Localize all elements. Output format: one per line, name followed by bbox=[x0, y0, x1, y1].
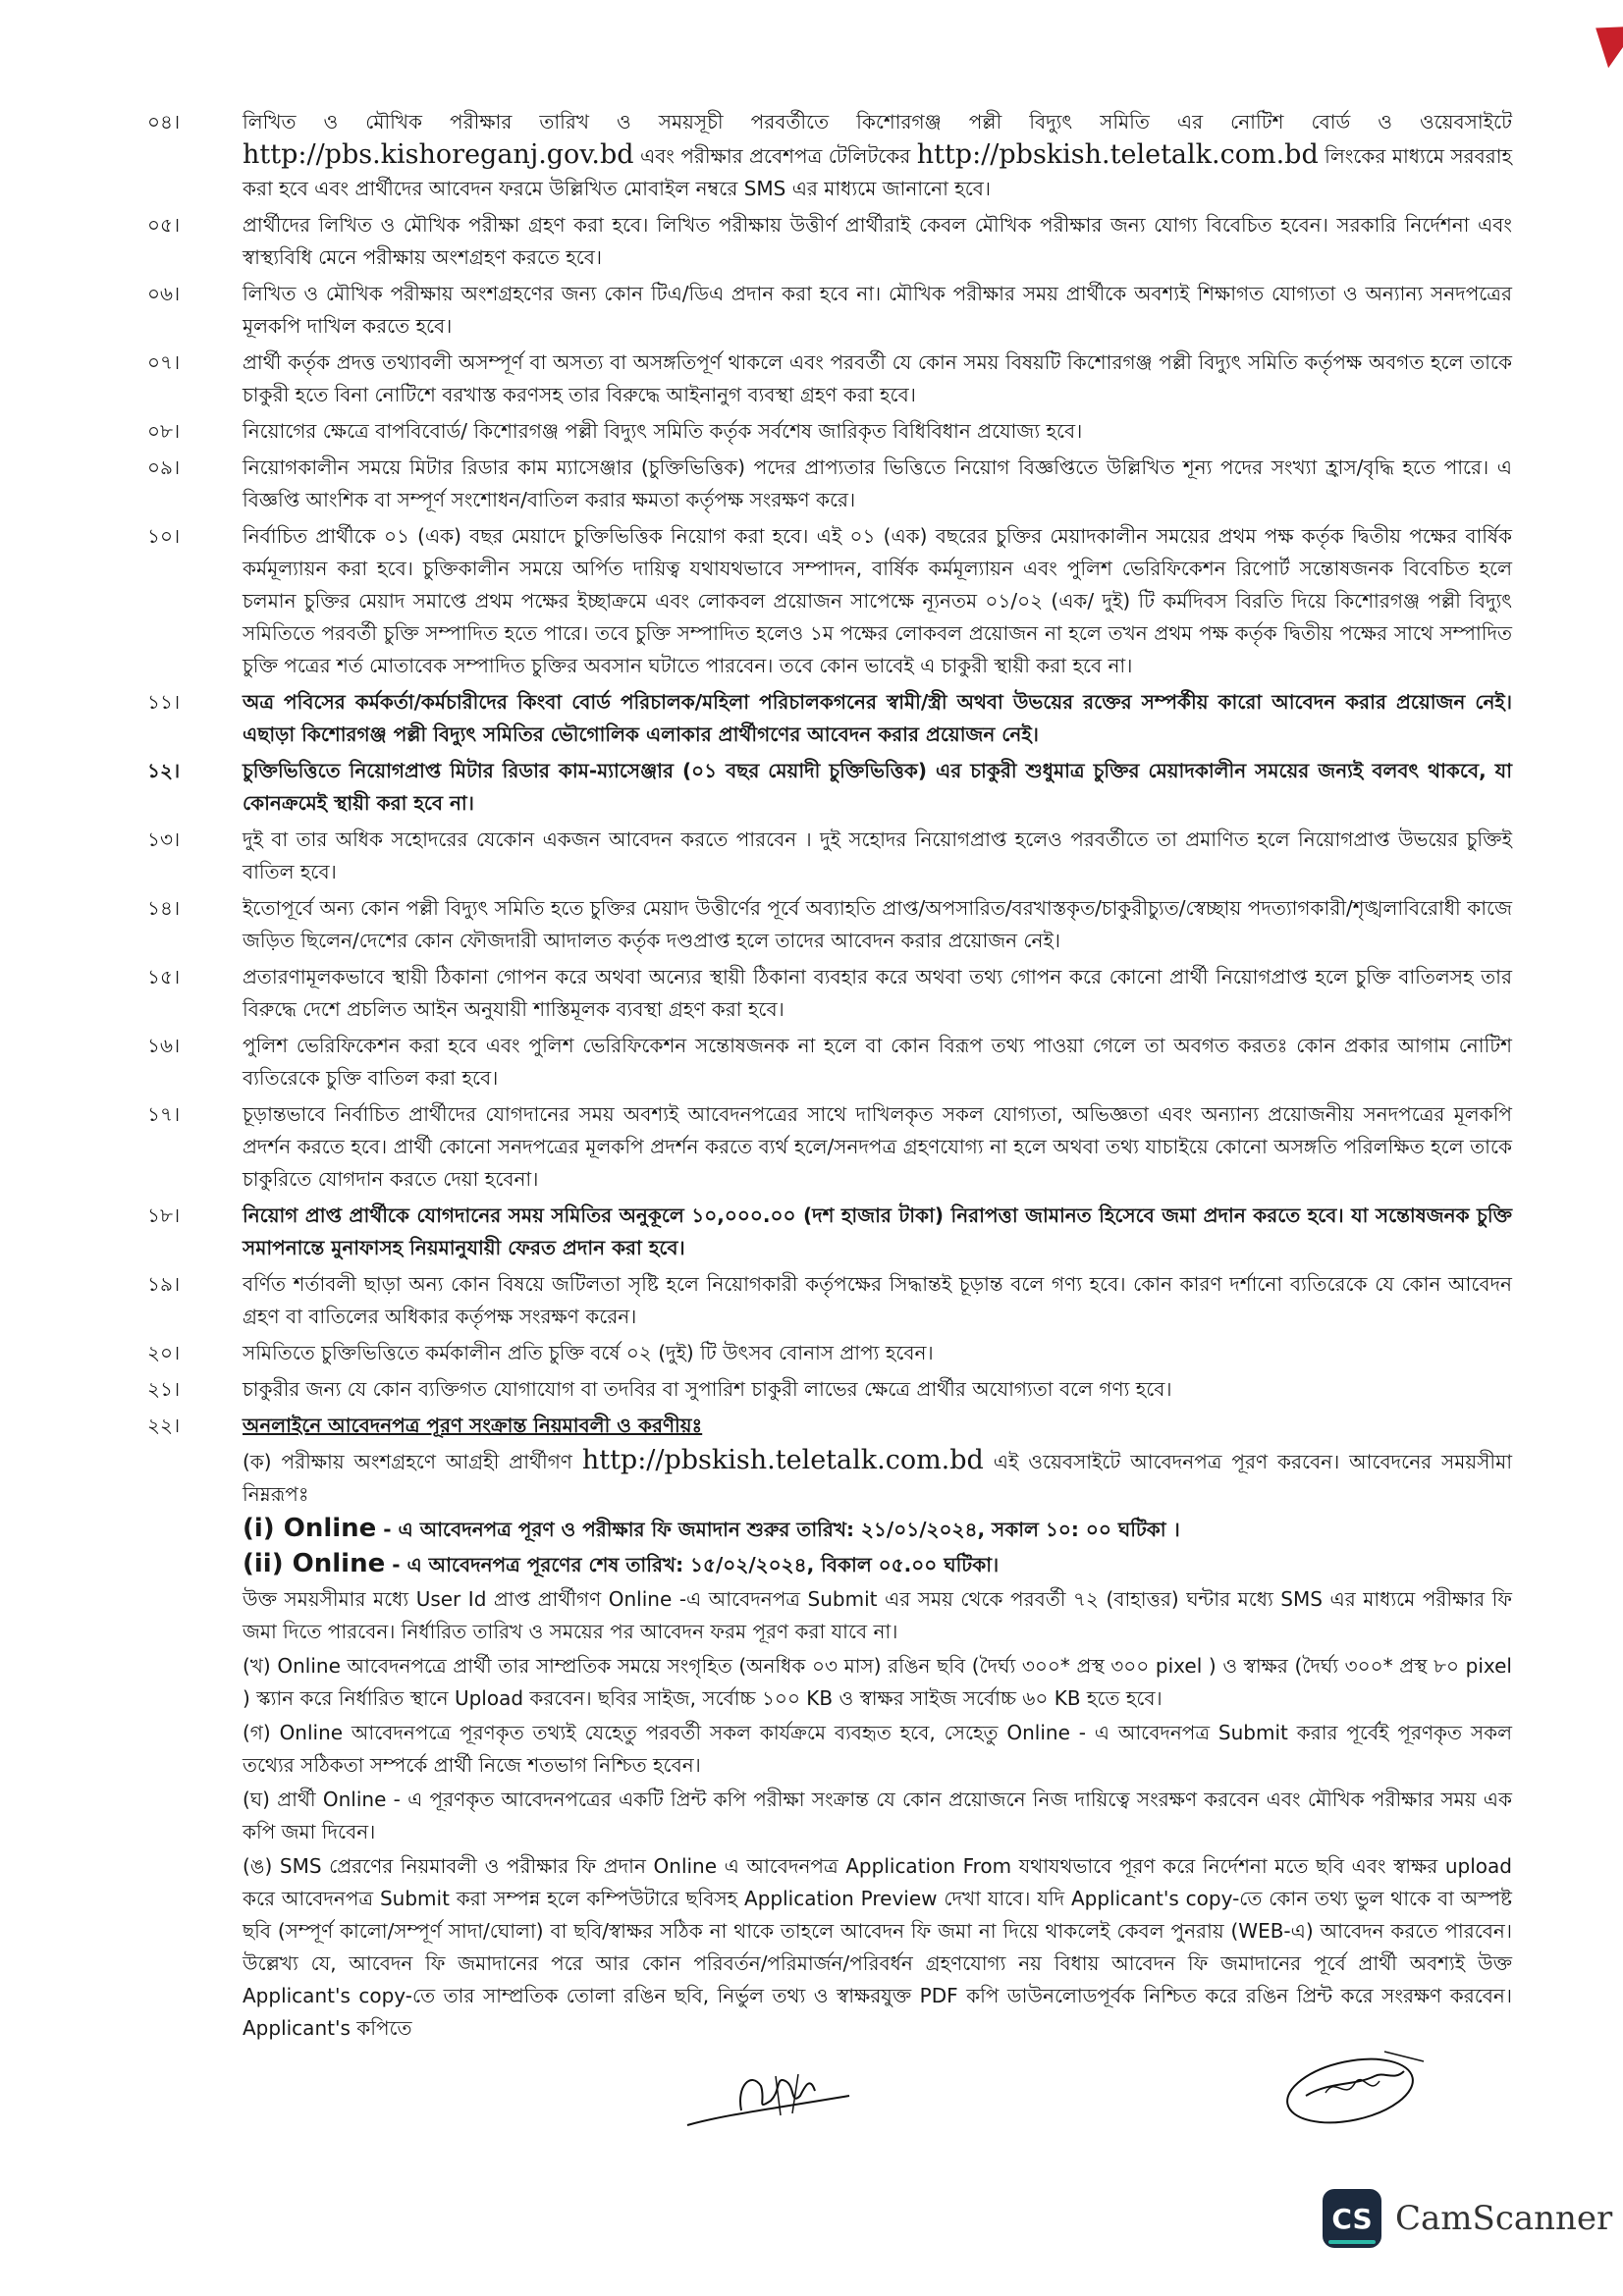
clause-text: প্রতারণামূলকভাবে স্থায়ী ঠিকানা গোপন করে অথবা অন্যের স্থায়ী ঠিকানা ব্যবহার করে অথবা তথ্য গোপন করে কোনো প্রার্থী নিয়োগপ্রাপ্ত হলে চুক্তি বাতিলসহ তার বিরুদ্ধে দেশে প্রচলিত আইন অনুযায়ী শাস্তিমূলক ব্যবস্থা গ্রহণ করা হবে। bbox=[243, 965, 1512, 1021]
clause-19 bbox=[147, 1268, 1512, 1333]
clause-number: ০৫। bbox=[147, 213, 181, 237]
clause-number: ০৪। bbox=[147, 110, 181, 133]
clause-number: ১৬। bbox=[147, 1034, 181, 1057]
clause-05 bbox=[147, 209, 1512, 274]
clause-number: ১৭। bbox=[147, 1102, 181, 1126]
clause-text: সমিতিতে চুক্তিভিত্তিতে কর্মকালীন প্রতি চুক্তি বর্ষে ০২ (দুই) টি উৎসব বোনাস প্রাপ্য হবেন। bbox=[243, 1341, 934, 1364]
clause-10 bbox=[147, 520, 1512, 682]
clause-number: ১৩। bbox=[147, 828, 181, 851]
clause-20 bbox=[147, 1337, 1512, 1369]
clause-22-body bbox=[243, 1410, 1512, 2047]
clause-text: চুক্তিভিত্তিতে নিয়োগপ্রাপ্ত মিটার রিডার কাম-ম্যাসেঞ্জার (০১ বছর মেয়াদী চুক্তিভিত্তিক) এর চাকুরী শুধুমাত্র চুক্তির মেয়াদকালীন সময়ের জন্যই বলবৎ থাকবে, যা কোনক্রমেই স্থায়ী করা হবে না। bbox=[243, 759, 1512, 815]
clause-14 bbox=[147, 892, 1512, 957]
clause-number: ০৯। bbox=[147, 455, 181, 479]
clause-text: পুলিশ ভেরিফিকেশন করা হবে এবং পুলিশ ভেরিফিকেশন সন্তোষজনক না হলে বা কোন বিরূপ তথ্য পাওয়া গেলে তা অবগত করতঃ কোন প্রকার আগাম নোটিশ ব্যতিরেকে চুক্তি বাতিল করা হবে। bbox=[243, 1034, 1512, 1090]
clause-text: নিয়োগকালীন সময়ে মিটার রিডার কাম ম্যাসেঞ্জার (চুক্তিভিত্তিক) পদের প্রাপ্যতার ভিত্তিতে নিয়োগ বিজ্ঞপ্তিতে উল্লিখিত শূন্য পদের সংখ্যা হ্রাস/বৃদ্ধি হতে পারে। এ বিজ্ঞপ্তি আংশিক বা সম্পূর্ণ সংশোধন/বাতিল করার ক্ষমতা কর্তৃপক্ষ সংরক্ষণ করে। bbox=[243, 455, 1512, 511]
clause-16 bbox=[147, 1030, 1512, 1095]
clause-number: ১১। bbox=[147, 690, 181, 714]
clause-06 bbox=[147, 278, 1512, 343]
clause-22 bbox=[147, 1410, 1512, 2047]
clause-number: ০৭। bbox=[147, 350, 181, 374]
clause-text: দুই বা তার অধিক সহোদরের যেকোন একজন আবেদন করতে পারবেন । দুই সহোদর নিয়োগপ্রাপ্ত হলেও পরবর্তীতে তা প্রমাণিত হলে নিয়োগপ্রাপ্ত উভয়ের চুক্তিই বাতিল হবে। bbox=[243, 828, 1512, 883]
clause-text: বর্ণিত শর্তাবলী ছাড়া অন্য কোন বিষয়ে জটিলতা সৃষ্টি হলে নিয়োগকারী কর্তৃপক্ষের সিদ্ধান্তই চূড়ান্ত বলে গণ্য হবে। কোন কারণ দর্শানো ব্যতিরেকে যে কোন আবেদন গ্রহণ বা বাতিলের অধিকার কর্তৃপক্ষ সংরক্ষণ করেন। bbox=[243, 1272, 1512, 1328]
clause-text: চাকুরীর জন্য যে কোন ব্যক্তিগত যোগাযোগ বা তদবির বা সুপারিশ চাকুরী লাভের ক্ষেত্রে প্রার্থীর অযোগ্যতা বলে গণ্য হবে। bbox=[243, 1377, 1172, 1401]
clause-number: ১৪। bbox=[147, 896, 181, 920]
clause-07 bbox=[147, 347, 1512, 411]
clause-text: নির্বাচিত প্রার্থীকে ০১ (এক) বছর মেয়াদে চুক্তিভিত্তিক নিয়োগ করা হবে। এই ০১ (এক) বছরের চুক্তির মেয়াদকালীন সময়ের প্রথম পক্ষ কর্তৃক দ্বিতীয় পক্ষের বার্ষিক কর্মমূল্যায়ন করা হবে। চুক্তিকালীন সময়ে অর্পিত দায়িত্ব যথাযথভাবে সম্পাদন, বার্ষিক কর্মমূল্যায়ন এবং পুলিশ ভেরিফিকেশন রিপোর্ট সন্তোষজনক বিবেচিত হলে চলমান চুক্তির মেয়াদ সমাপ্তে প্রথম পক্ষের ইচ্ছাক্রমে এবং লোকবল প্রয়োজন সাপেক্ষে ন্যূনতম ০১/০২ (এক/ দুই) টি কর্মদিবস বিরতি দিয়ে কিশোরগঞ্জ পল্লী বিদ্যুৎ সমিতিতে পরবর্তী চুক্তি সম্পাদিত হতে পারে। তবে চুক্তি সম্পাদিত হলেও ১ম পক্ষের লোকবল প্রয়োজন না হলে তখন প্রথম পক্ষ কর্তৃক দ্বিতীয় পক্ষের সাথে সম্পাদিত চুক্তি পত্রের শর্ত মোতাবেক সম্পাদিত চুক্তির অবসান ঘটাতে পারবেন। তবে কোন ভাবেই এ চাকুরী স্থায়ী করা হবে না। bbox=[243, 524, 1512, 677]
clause-number: ২০। bbox=[147, 1341, 181, 1364]
clause-04 bbox=[147, 106, 1512, 205]
clause-text: ইতোপূর্বে অন্য কোন পল্লী বিদ্যুৎ সমিতি হতে চুক্তির মেয়াদ উত্তীর্ণের পূর্বে অব্যাহতি প্রাপ্ত/অপসারিত/বরখাস্তকৃত/চাকুরীচ্যুত/স্বেচ্ছায় পদত্যাগকারী/শৃঙ্খলাবিরোধী কাজে জড়িত ছিলেন/দেশের কোন ফৌজদারী আদালত কর্তৃক দণ্ডপ্রাপ্ত হলে তাদের আবেদন করার প্রয়োজন নেই। bbox=[243, 896, 1512, 952]
clause-18 bbox=[147, 1200, 1512, 1264]
application-link[interactable]: http://pbskish.teletalk.com.bd bbox=[581, 1445, 984, 1475]
sms-fee-note: উক্ত সময়সীমার মধ্যে User Id প্রাপ্ত প্রার্থীগণ Online -এ আবেদনপত্র Submit এর সময় থেকে পরবর্তী ৭২ (বাহাত্তর) ঘন্টার মধ্যে SMS এর মাধ্যমে পরীক্ষার ফি জমা দিতে পারবেন। নির্ধারিত তারিখ ও সময়ের পর আবেদন ফরম পূরণ করা যাবে না। bbox=[243, 1587, 1512, 1643]
clause-08 bbox=[147, 415, 1512, 448]
signature-right bbox=[1276, 2042, 1443, 2130]
website-link[interactable]: http://pbs.kishoreganj.gov.bd bbox=[243, 139, 634, 170]
clause-text: নিয়োগের ক্ষেত্রে বাপবিবোর্ড/ কিশোরগঞ্জ পল্লী বিদ্যুৎ সমিতি কর্তৃক সর্বশেষ জারিকৃত বিধিবিধান প্রযোজ্য হবে। bbox=[243, 419, 1083, 443]
clause-number: ১২। bbox=[147, 759, 181, 782]
clause-number: ২১। bbox=[147, 1377, 181, 1401]
clause-17 bbox=[147, 1098, 1512, 1196]
subclause-ga: (গ) Online আবেদনপত্রে পূরণকৃত তথ্যই যেহেতু পরবর্তী সকল কার্যক্রমে ব্যবহৃত হবে, সেহেতু Online - এ আবেদনপত্র Submit করার পূর্বেই পূরণকৃত সকল তথ্যের সঠিকতা সম্পর্কে প্রার্থী নিজে শতভাগ নিশ্চিত হবেন। bbox=[243, 1721, 1512, 1777]
clause-15 bbox=[147, 961, 1512, 1026]
clause-12 bbox=[147, 755, 1512, 820]
clause-text: প্রার্থীদের লিখিত ও মৌখিক পরীক্ষা গ্রহণ করা হবে। লিখিত পরীক্ষায় উত্তীর্ণ প্রার্থীরাই কেবল মৌখিক পরীক্ষার জন্য যোগ্য বিবেচিত হবেন। সরকারি নির্দেশনা এবং স্বাস্থ্যবিধি মেনে পরীক্ষায় অংশগ্রহণ করতে হবে। bbox=[243, 213, 1512, 269]
start-date-line: (i) Online - এ আবেদনপত্র পূরণ ও পরীক্ষার ফি জমাদান শুরুর তারিখ: ২১/০১/২০২৪, সকাল ১০: ০০ ঘটিকা । bbox=[243, 1514, 1180, 1543]
clause-number: ২২। bbox=[147, 1414, 181, 1437]
clause-text: অত্র পবিসের কর্মকর্তা/কর্মচারীদের কিংবা বোর্ড পরিচালক/মহিলা পরিচালকগনের স্বামী/স্ত্রী অথবা উভয়ের রক্তের সম্পর্কীয় কারো আবেদন করার প্রয়োজন নেই। এছাড়া কিশোরগঞ্জ পল্লী বিদ্যুৎ সমিতির ভৌগোলিক এলাকার প্রার্থীগণের আবেদন করার প্রয়োজন নেই। bbox=[243, 690, 1512, 746]
clause-number: ১৫। bbox=[147, 965, 181, 988]
clause-09 bbox=[147, 452, 1512, 516]
end-date-line: (ii) Online - এ আবেদনপত্র পূরণের শেষ তারিখ: ১৫/০২/২০২৪, বিকাল ০৫.০০ ঘটিকা। bbox=[243, 1549, 1000, 1578]
clause-11 bbox=[147, 686, 1512, 751]
subclause-ka: (ক) পরীক্ষায় অংশগ্রহণে আগ্রহী প্রার্থীগণ http://pbskish.teletalk.com.bd এই ওয়েবসাইটে আবেদনপত্র পূরণ করবেন। আবেদনের সময়সীমা নিম্নরূপঃ bbox=[243, 1445, 1512, 1506]
camscanner-label: CamScanner bbox=[1395, 2199, 1613, 2238]
clause-number: ১৮। bbox=[147, 1203, 181, 1227]
clause-text: লিখিত ও মৌখিক পরীক্ষার তারিখ ও সময়সূচী পরবর্তীতে কিশোরগঞ্জ পল্লী বিদ্যুৎ সমিতি এর নোটিশ বোর্ড ও ওয়েবসাইটে http://pbs.kishoreganj.gov.bd এবং পরীক্ষার প্রবেশপত্র টেলিটকের http://pbskish.teletalk.com.bd লিংকের মাধ্যমে সরবরাহ করা হবে এবং প্রার্থীদের আবেদন ফরমে উল্লিখিত মোবাইল নম্বরে SMS এর মাধ্যমে জানানো হবে। bbox=[243, 110, 1513, 200]
subclause-kha: (খ) Online আবেদনপত্রে প্রার্থী তার সাম্প্রতিক সময়ে সংগৃহিত (অনধিক ০৩ মাস) রঙিন ছবি (দৈর্ঘ্য ৩০০* প্রস্থ ৩০০ pixel ) ও স্বাক্ষর (দৈর্ঘ্য ৩০০* প্রস্থ ৮০ pixel ) স্ক্যান করে নির্ধারিত স্থানে Upload করবেন। ছবির সাইজ, সর্বোচ্চ ১০০ KB ও স্বাক্ষর সাইজ সর্বোচ্চ ৬০ KB হতে হবে। bbox=[243, 1654, 1512, 1710]
teletalk-link[interactable]: http://pbskish.teletalk.com.bd bbox=[916, 139, 1319, 170]
clause-text: চূড়ান্তভাবে নির্বাচিত প্রার্থীদের যোগদানের সময় অবশ্যই আবেদনপত্রের সাথে দাখিলকৃত সকল যোগ্যতা, অভিজ্ঞতা এবং অন্যান্য প্রয়োজনীয় সনদপত্রের মূলকপি প্রদর্শন করতে হবে। প্রার্থী কোনো সনদপত্রের মূলকপি প্রদর্শন করতে ব্যর্থ হলে/সনদপত্র গ্রহণযোগ্য না হলে অথবা তথ্য যাচাইয়ে কোনো অসঙ্গতি পরিলক্ষিত হলে তাকে চাকুরিতে যোগদান করতে দেয়া হবেনা। bbox=[243, 1102, 1512, 1191]
clause-number: ০৮। bbox=[147, 419, 181, 443]
clause-number: ১৯। bbox=[147, 1272, 181, 1296]
subclause-gha: (ঘ) প্রার্থী Online - এ পূরণকৃত আবেদনপত্রের একটি প্রিন্ট কপি পরীক্ষা সংক্রান্ত যে কোন প্রয়োজনে নিজ দায়িত্বে সংরক্ষণ করবেন এবং মৌখিক পরীক্ষার সময় এক কপি জমা দিবেন। bbox=[243, 1788, 1512, 1843]
subclause-umo: (ঙ) SMS প্রেরণের নিয়মাবলী ও পরীক্ষার ফি প্রদান Online এ আবেদনপত্র Application From যথাযথভাবে পূরণ করে নির্দেশনা মতে ছবি এবং স্বাক্ষর upload করে আবেদনপত্র Submit করা সম্পন্ন হলে কম্পিউটারে ছবিসহ Application Preview দেখা যাবে। যদি Applicant's copy-তে কোন তথ্য ভুল থাকে বা অস্পষ্ট ছবি (সম্পূর্ণ কালো/সম্পূর্ণ সাদা/ঘোলা) বা ছবি/স্বাক্ষর সঠিক না থাকে তাহলে আবেদন ফি জমা না দিয়ে থাকলেই কেবল পুনরায় (WEB-এ) আবেদন করতে পারবেন। উল্লেখ্য যে, আবেদন ফি জমাদানের পরে আর কোন পরিবর্তন/পরিমার্জন/পরিবর্ধন গ্রহণযোগ্য নয় বিধায় আবেদন ফি জমাদানের পূর্বে প্রার্থী অবশ্যই উক্ত Applicant's copy-তে তার সাম্প্রতিক তোলা রঙিন ছবি, নির্ভুল তথ্য ও স্বাক্ষরযুক্ত PDF কপি ডাউনলোডপূর্বক নিশ্চিত করে রঙিন প্রিন্ট করে সংরক্ষণ করবেন। Applicant's কপিতে bbox=[243, 1854, 1512, 2040]
clause-text: প্রার্থী কর্তৃক প্রদত্ত তথ্যাবলী অসম্পূর্ণ বা অসত্য বা অসঙ্গতিপূর্ণ থাকলে এবং পরবর্তী যে কোন সময় বিষয়টি কিশোরগঞ্জ পল্লী বিদ্যুৎ সমিতি কর্তৃপক্ষ অবগত হলে তাকে চাকুরী হতে বিনা নোটিশে বরখাস্ত করণসহ তার বিরুদ্ধে আইনানুগ ব্যবস্থা গ্রহণ করা হবে। bbox=[243, 350, 1512, 406]
camscanner-watermark bbox=[1323, 2189, 1612, 2248]
clause-13 bbox=[147, 824, 1512, 888]
signature-left bbox=[682, 2056, 859, 2135]
corner-mark bbox=[1581, 7, 1623, 68]
clause-text: নিয়োগ প্রাপ্ত প্রার্থীকে যোগদানের সময় সমিতির অনুকূলে ১০,০০০.০০ (দশ হাজার টাকা) নিরাপত্তা জামানত হিসেবে জমা প্রদান করতে হবে। যা সন্তোষজনক চুক্তি সমাপনান্তে মুনাফাসহ নিয়মানুযায়ী ফেরত প্রদান করা হবে। bbox=[243, 1203, 1512, 1259]
clause-number: ০৬। bbox=[147, 282, 181, 305]
clause-21 bbox=[147, 1373, 1512, 1406]
document-body bbox=[147, 106, 1512, 2051]
clause-text: লিখিত ও মৌখিক পরীক্ষায় অংশগ্রহণের জন্য কোন টিএ/ডিএ প্রদান করা হবে না। মৌখিক পরীক্ষার সময় প্রার্থীকে অবশ্যই শিক্ষাগত যোগ্যতা ও অন্যান্য সনদপত্রের মূলকপি দাখিল করতে হবে। bbox=[243, 282, 1512, 338]
clause-number: ১০। bbox=[147, 524, 181, 548]
section-heading: অনলাইনে আবেদনপত্র পূরণ সংক্রান্ত নিয়মাবলী ও করণীয়ঃ bbox=[243, 1414, 703, 1437]
camscanner-logo-icon: CS bbox=[1323, 2189, 1381, 2248]
